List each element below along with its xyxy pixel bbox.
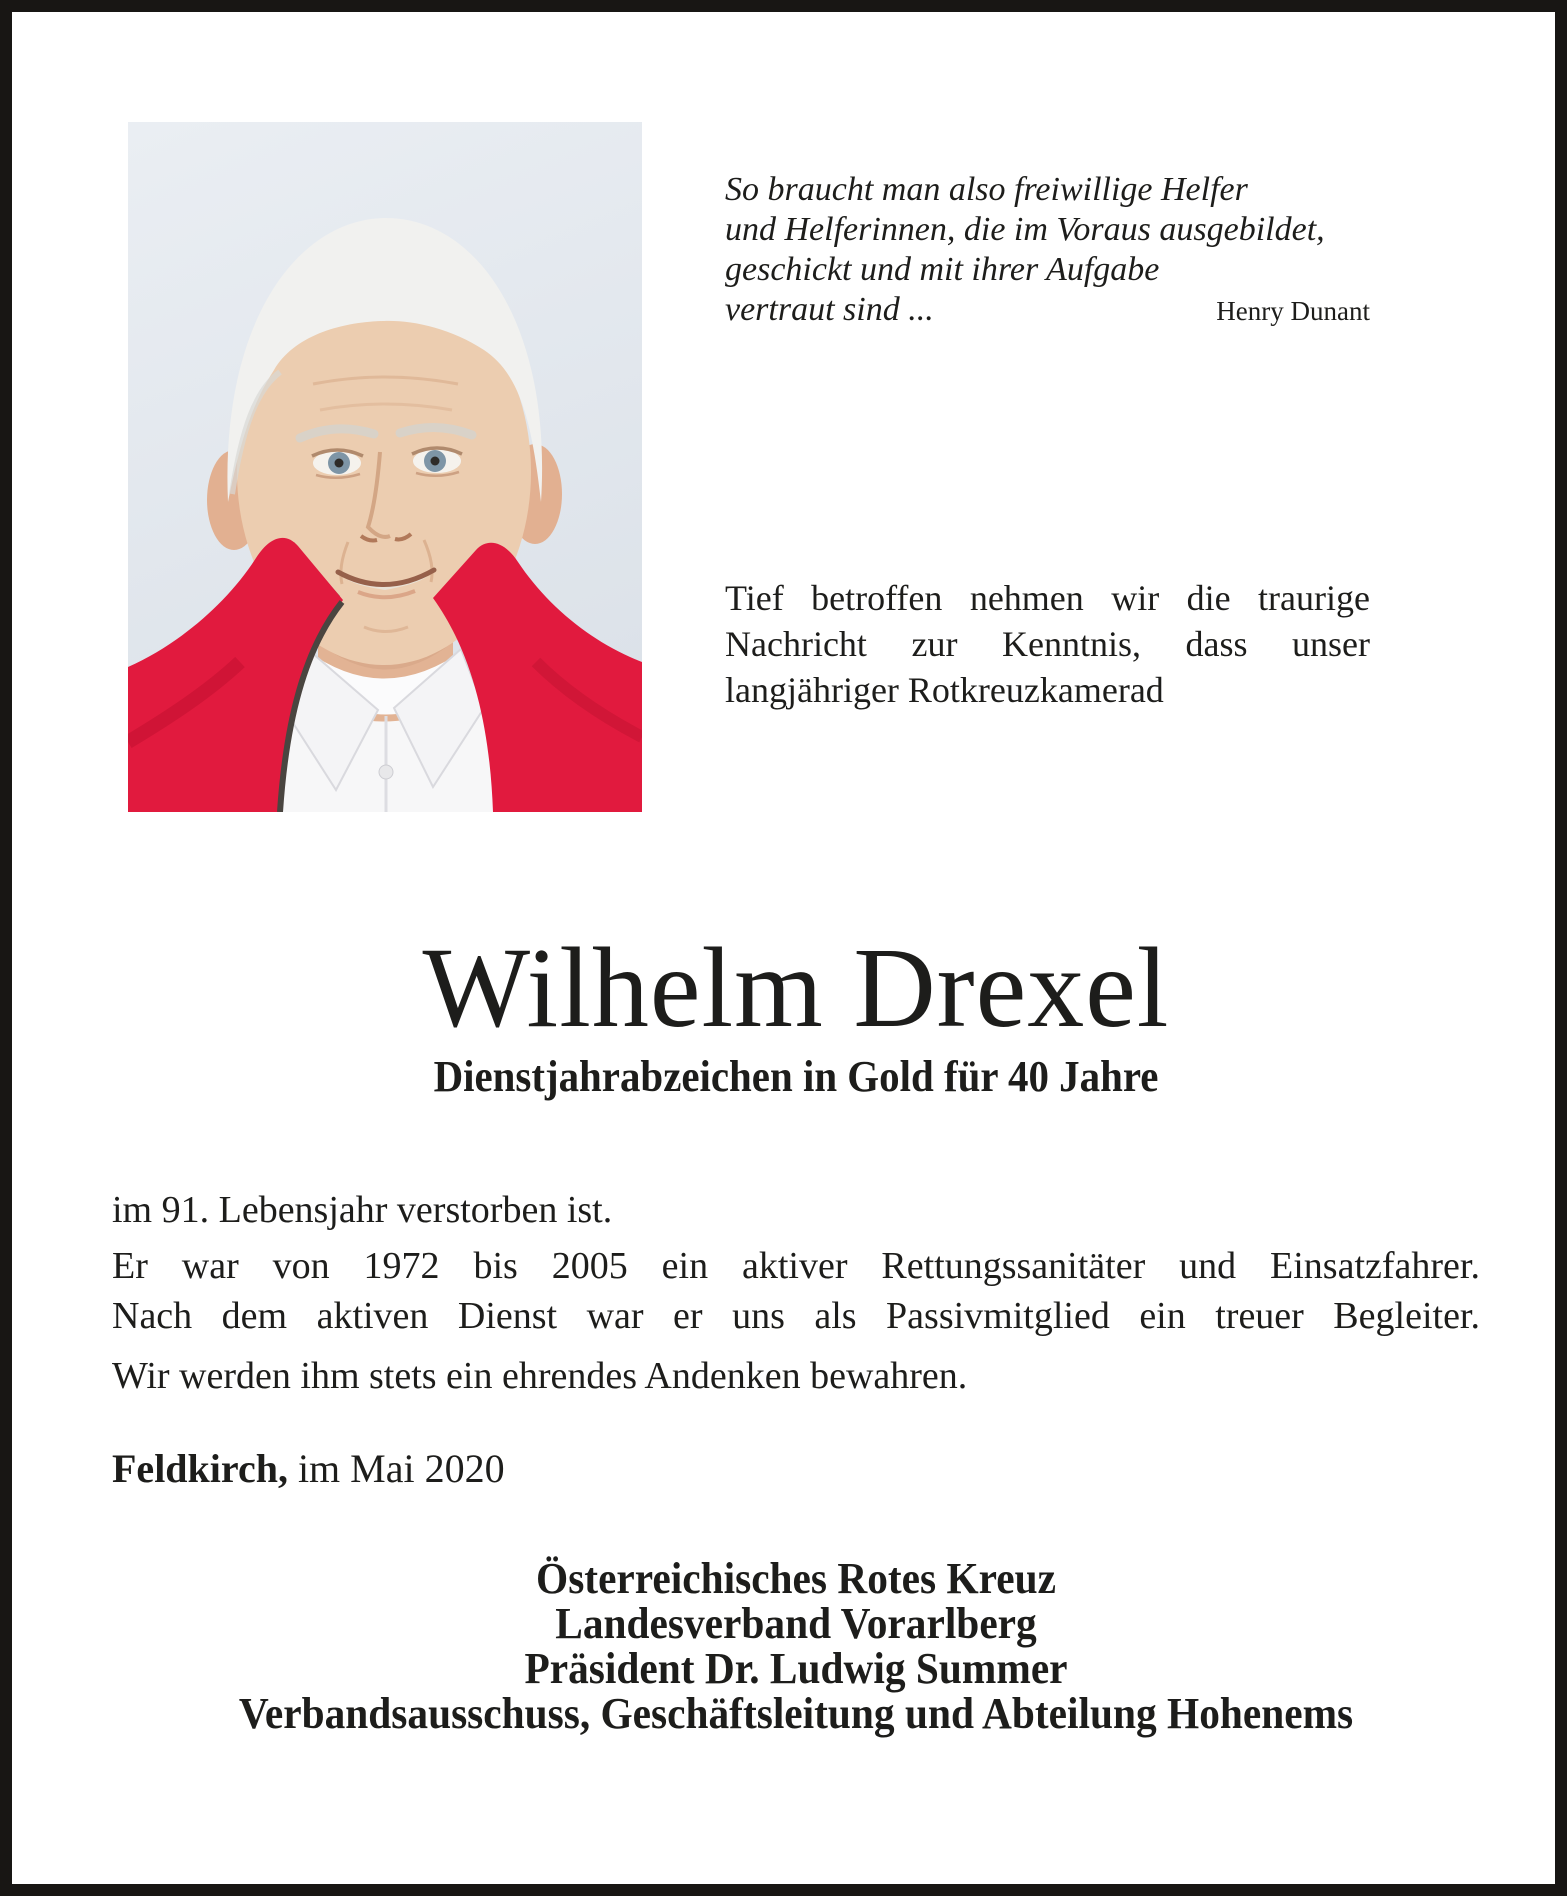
body-paragraph-2-line: Er war von 1972 bis 2005 ein aktiver Rettungssanitäter und Einsatzfahrer. xyxy=(112,1245,1480,1287)
dateline xyxy=(112,1444,1480,1494)
body-paragraph-3: Wir werden ihm stets ein ehrendes Andenken bewahren. xyxy=(112,1355,968,1397)
signature-committee: Verbandsausschuss, Geschäftsleitung und Abteilung Hohenems xyxy=(238,1689,1354,1738)
body-paragraph-1: im 91. Lebensjahr verstorben ist. xyxy=(112,1189,613,1231)
main-column xyxy=(12,925,1555,1736)
announcement-line: Tief betroffen nehmen wir die traurige xyxy=(725,578,1370,618)
announcement-line: langjähriger Rotkreuzkamerad xyxy=(725,670,1164,710)
quote-line: geschickt und mit ihrer Aufgabe xyxy=(725,251,1160,288)
quote-line: vertraut sind ... xyxy=(725,291,934,328)
quote-line: und Helferinnen, die im Voraus ausgebildet, xyxy=(725,211,1325,248)
top-section xyxy=(12,12,1555,812)
quote-line: So braucht man also freiwillige Helfer xyxy=(725,171,1248,208)
signature-organization: Österreichisches Rotes Kreuz xyxy=(536,1554,1056,1603)
honor-subtitle: Dienstjahrabzeichen in Gold für 40 Jahre xyxy=(433,1052,1159,1101)
quote-attribution: Henry Dunant xyxy=(1216,296,1370,326)
dateline-date: im Mai 2020 xyxy=(287,1446,505,1491)
body-paragraph-2-line: Nach dem aktiven Dienst war er uns als Passivmitglied ein treuer Begleiter. xyxy=(112,1295,1480,1337)
signature-block xyxy=(153,1556,1439,1736)
signature-president: Präsident Dr. Ludwig Summer xyxy=(524,1644,1068,1693)
signature-region: Landesverband Vorarlberg xyxy=(555,1599,1037,1648)
body-paragraph-2 xyxy=(112,1241,1480,1341)
portrait-photo xyxy=(128,122,642,812)
quote-block xyxy=(725,170,1370,331)
dateline-place: Feldkirch, xyxy=(112,1446,288,1491)
page-title-deceased-name: Wilhelm Drexel xyxy=(422,924,1170,1051)
portrait-illustration xyxy=(128,122,642,812)
announcement-paragraph xyxy=(725,575,1370,713)
announcement-line: Nachricht zur Kenntnis, dass unser xyxy=(725,624,1370,664)
